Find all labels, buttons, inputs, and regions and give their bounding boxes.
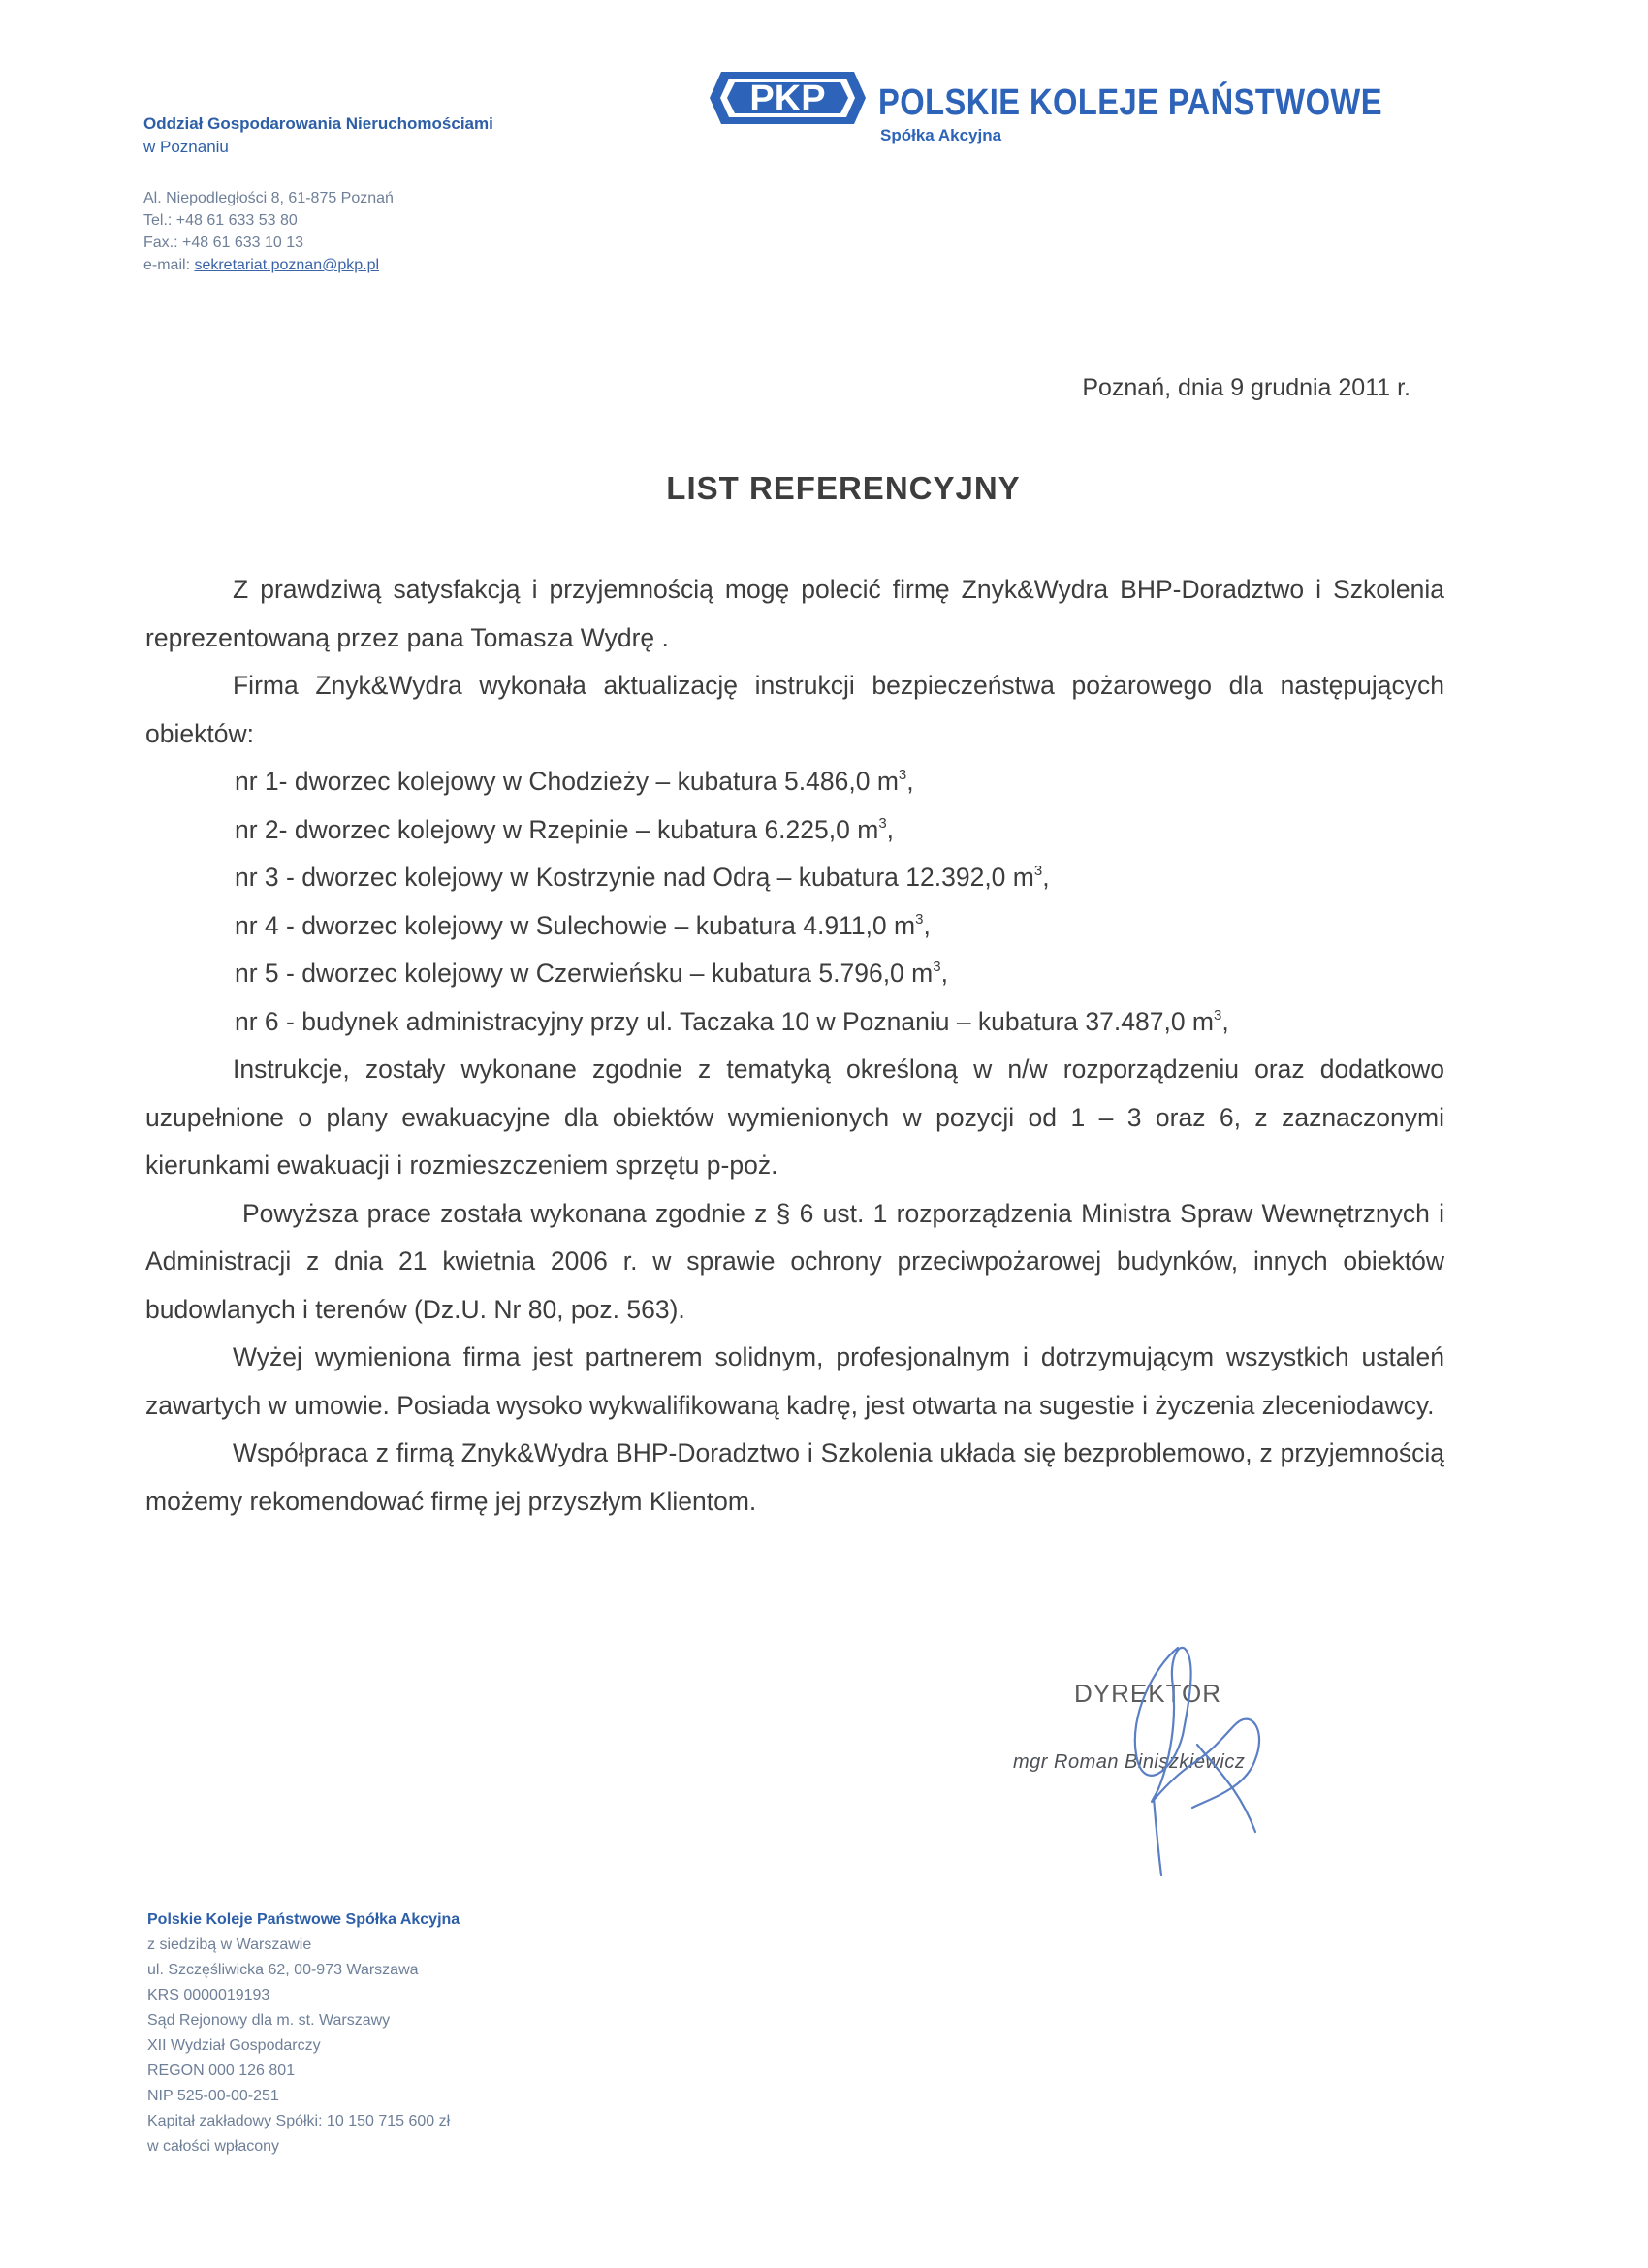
fax-line: Fax.: +48 61 633 10 13 <box>143 235 304 251</box>
email-label: e-mail: <box>143 257 195 273</box>
handwritten-signature-icon <box>1086 1628 1318 1880</box>
footer-line: KRS 0000019193 <box>147 1987 270 2003</box>
email-line <box>143 254 394 276</box>
footer-line: w całości wpłacony <box>147 2138 280 2155</box>
letter-body <box>145 566 1444 1526</box>
object-list <box>145 758 1444 1046</box>
email-link[interactable]: sekretariat.poznan@pkp.pl <box>194 257 380 273</box>
contact-block <box>143 187 394 276</box>
footer-line: Kapitał zakładowy Spółki: 10 150 715 600 zł <box>147 2113 451 2129</box>
letter-title: LIST REFERENCYJNY <box>666 470 1021 506</box>
logo-text: PKP <box>749 79 826 119</box>
paragraph-partner: Wyżej wymieniona firma jest partnerem solidnym, profesjonalnym i dotrzymującym wszystkich ustaleń zawartych w umowie. Posiada wysoko wykwalifikowaną kadrę, jest otwarta na sugestie i życzenia zleceniodawcy. <box>145 1342 1444 1420</box>
org-line-1: Oddział Gospodarowania Nieruchomościami <box>143 114 493 133</box>
footer-line: NIP 525-00-00-251 <box>147 2088 279 2104</box>
address-line: Al. Niepodległości 8, 61-875 Poznań <box>143 190 394 206</box>
list-item: nr 2- dworzec kolejowy w Rzepinie – kubatura 6.225,0 $m^3$, <box>235 814 895 844</box>
footer-line: XII Wydział Gospodarczy <box>147 2037 321 2054</box>
footer-title: Polskie Koleje Państwowe Spółka Akcyjna <box>147 1911 460 1928</box>
list-item: nr 5 - dworzec kolejowy w Czerwieńsku – kubatura 5.796,0 $m^3$, <box>235 959 948 988</box>
pkp-logo-icon <box>708 68 868 128</box>
brand-subtitle: Spółka Akcyjna <box>880 126 1002 144</box>
paragraph-scope: Firma Znyk&Wydra wykonała aktualizację instrukcji bezpieczeństwa pożarowego dla następujących obiektów: <box>145 671 1444 748</box>
letter-date: Poznań, dnia 9 grudnia 2011 r. <box>1082 374 1410 401</box>
paragraph-intro: Z prawdziwą satysfakcją i przyjemnością mogę polecić firmę Znyk&Wydra BHP-Doradztwo i Szkolenia reprezentowaną przez pana Tomasza Wydrę . <box>145 575 1444 652</box>
organization-name <box>143 112 493 159</box>
footer-line: z siedzibą w Warszawie <box>147 1937 312 1953</box>
footer-line: Sąd Rejonowy dla m. st. Warszawy <box>147 2012 391 2029</box>
list-item: nr 3 - dworzec kolejowy w Kostrzynie nad Odrą – kubatura 12.392,0 $m^3$, <box>235 863 1050 892</box>
footer-line: REGON 000 126 801 <box>147 2063 296 2079</box>
paragraph-legal-basis: Powyższa prace została wykonana zgodnie z § 6 ust. 1 rozporządzenia Ministra Spraw Wewnętrznych i Administracji z dnia 21 kwietnia 2006 r. w sprawie ochrony przeciwpożarowej budynków, innych obiektów budowlanych i terenów (Dz.U. Nr 80, poz. 563). <box>145 1198 1444 1324</box>
brand-name: POLSKIE KOLEJE PAŃSTWOWE <box>878 82 1382 123</box>
signature-title: DYREKTOR <box>1074 1679 1221 1708</box>
list-item: nr 1- dworzec kolejowy w Chodzieży – kubatura 5.486,0 $m^3$, <box>235 767 914 796</box>
footer-company-info <box>147 1907 460 2159</box>
org-line-2: w Poznaniu <box>143 138 229 156</box>
paragraph-instructions: Instrukcje, zostały wykonane zgodnie z tematyką określoną w n/w rozporządzeniu oraz dodatkowo uzupełnione o plany ewakuacyjne dla obiektów wymienionych w pozycji od 1 – 3 oraz 6, z zaznaczonymi kierunkami ewakuacji i rozmieszczeniem sprzętu p-poż. <box>145 1055 1444 1180</box>
paragraph-recommendation: Współpraca z firmą Znyk&Wydra BHP-Doradztwo i Szkolenia układa się bezproblemowo, z przyjemnością możemy rekomendować firmę jej przyszłym Klientom. <box>145 1438 1444 1516</box>
list-item: nr 6 - budynek administracyjny przy ul. Taczaka 10 w Poznaniu – kubatura 37.487,0 $m^3$, <box>235 1006 1229 1036</box>
signature-name: mgr Roman Binişzkiewicz <box>1013 1751 1246 1773</box>
footer-line: ul. Szczęśliwicka 62, 00-973 Warszawa <box>147 1962 419 1978</box>
tel-line: Tel.: +48 61 633 53 80 <box>143 212 298 229</box>
list-item: nr 4 - dworzec kolejowy w Sulechowie – kubatura 4.911,0 $m^3$, <box>235 910 931 940</box>
